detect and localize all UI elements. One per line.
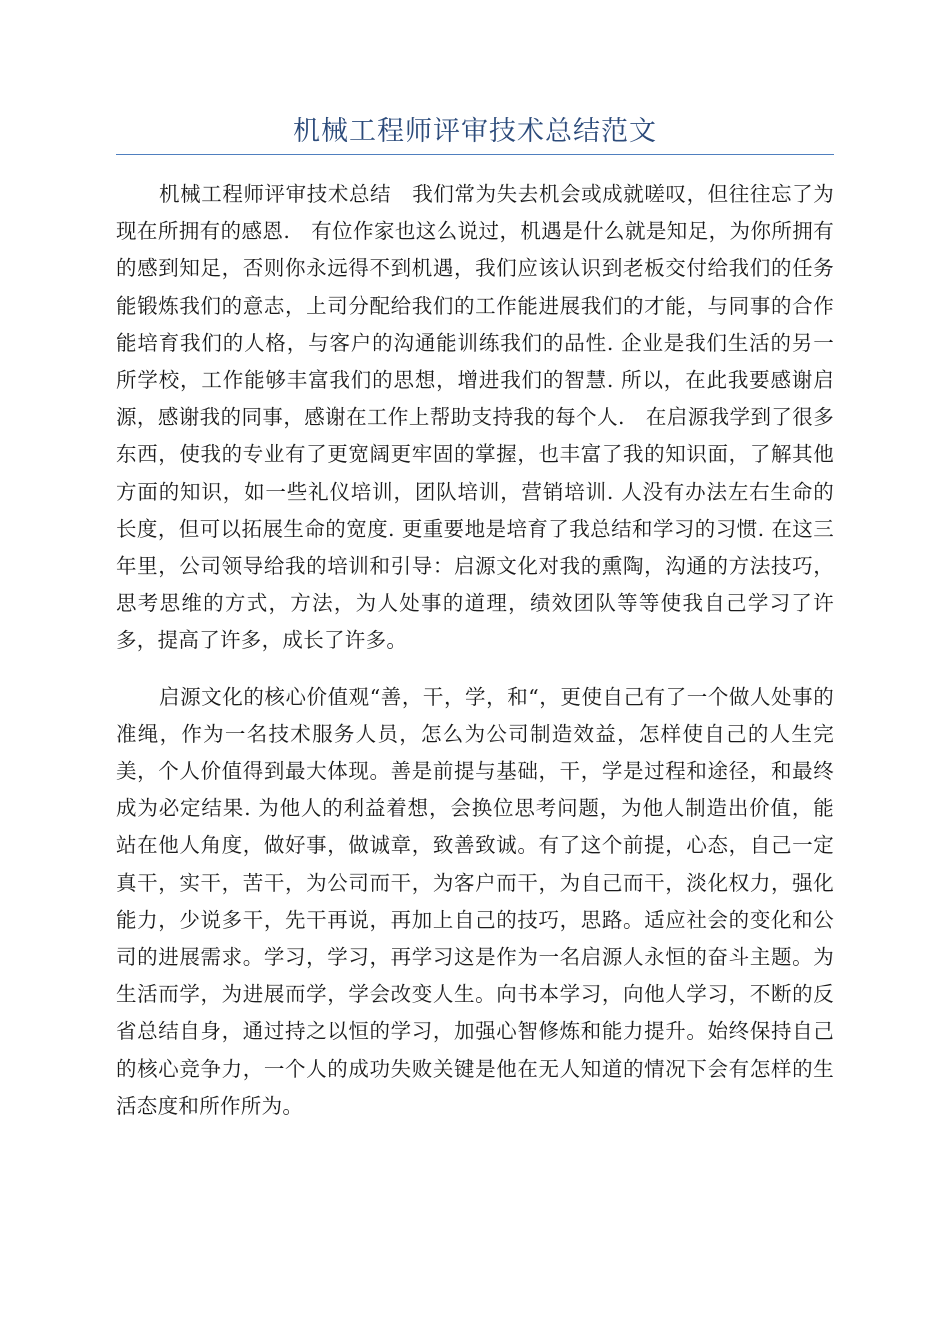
- document-body: [116, 176, 834, 1125]
- title-underline: [116, 154, 834, 155]
- document-title: 机械工程师评审技术总结范文: [293, 116, 657, 147]
- paragraph-1: 机械工程师评审技术总结 我们常为失去机会或成就嗟叹，但往往忘了为现在所拥有的感恩. 有位作家也这么说过，机遇是什么就是知足，为你所拥有的感到知足，否则你永远得不到机遇，我们应该认识到老板交付给我们的任务能锻炼我们的意志，上司分配给我们的工作能进展我们的才能，与同事的合作能培育我们的人格，与客户的沟通能训练我们的品性. 企业是我们生活的另一所学校，工作能够丰富我们的思想，增进我们的智慧. 所以，在此我要感谢启源，感谢我的同事，感谢在工作上帮助支持我的每个人. 在启源我学到了很多东西，使我的专业有了更宽阔更牢固的掌握，也丰富了我的知识面，了解其他方面的知识，如一些礼仪培训，团队培训，营销培训. 人没有办法左右生命的长度，但可以拓展生命的宽度. 更重要地是培育了我总结和学习的习惯. 在这三年里，公司领导给我的培训和引导：启源文化对我的熏陶，沟通的方法技巧，思考思维的方式，方法，为人处事的道理，绩效团队等等使我自己学习了许多，提高了许多，成长了许多。: [116, 182, 834, 653]
- paragraph-2: 启源文化的核心价值观“善，干，学，和“，更使自己有了一个做人处事的准绳，作为一名技术服务人员，怎么为公司制造效益，怎样使自己的人生完美，个人价值得到最大体现。善是前提与基础，干，学是过程和途径，和最终成为必定结果. 为他人的利益着想，会换位思考问题，为他人制造出价值，能站在他人角度，做好事，做诚章，致善致诚。有了这个前提，心态，自己一定真干，实干，苦干，为公司而干，为客户而干，为自己而干，淡化权力，强化能力，少说多干，先干再说，再加上自己的技巧，思路。适应社会的变化和公司的进展需求。学习，学习，再学习这是作为一名启源人永恒的奋斗主题。为生活而学，为进展而学，学会改变人生。向书本学习，向他人学习，不断的反省总结自身，通过持之以恒的学习，加强心智修炼和能力提升。始终保持自己的核心竞争力，一个人的成功失败关键是他在无人知道的情况下会有怎样的生活态度和所作所为。: [116, 684, 834, 1118]
